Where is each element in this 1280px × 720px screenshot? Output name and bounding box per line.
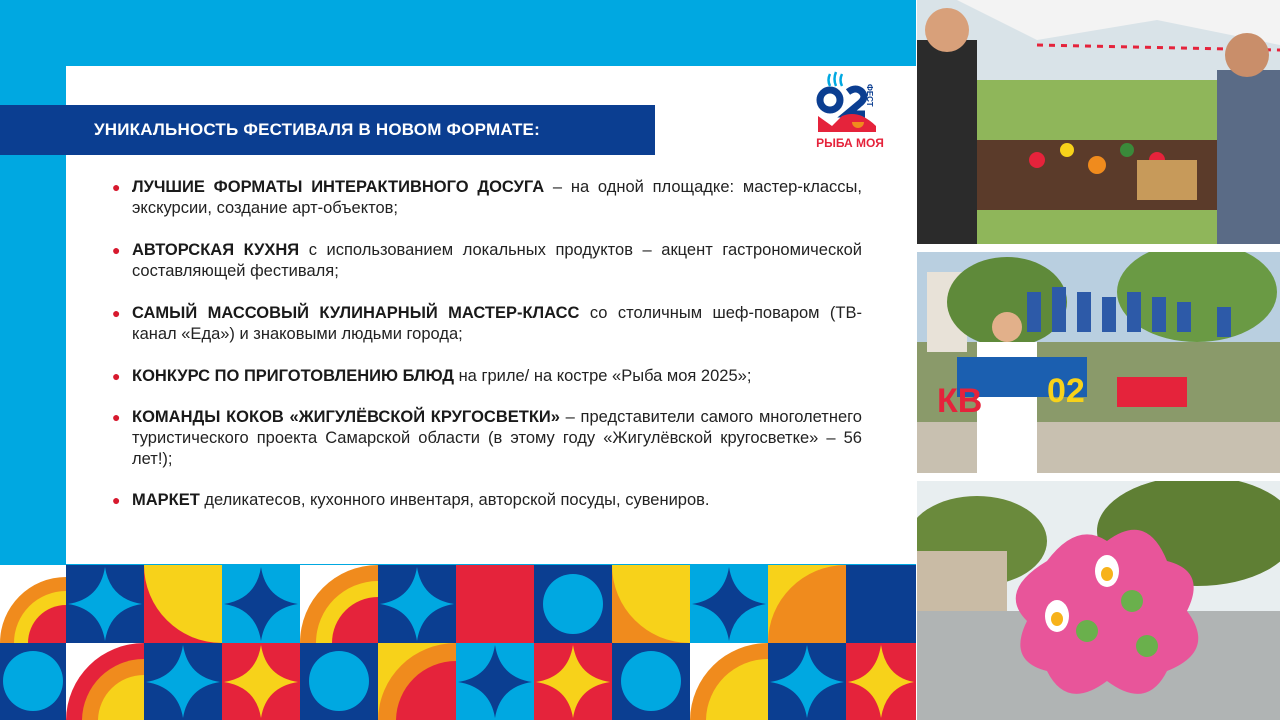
bullet-icon: ● [112,368,121,384]
sign-letters: КВ [937,382,983,420]
logo-text: РЫБА МОЯ [816,136,884,150]
list-item [112,240,862,282]
list-item [112,177,862,219]
bullet-icon: ● [112,409,121,425]
page-title [0,105,655,155]
bullet-icon: ● [112,242,121,258]
item-text: – представители самого многолетнего туристического проекта Самарской области (в этому году «Жигулёвской кругосветке» – 56 лет!); [132,408,862,468]
item-text: со столичным шеф-поваром (ТВ-канал «Еда») и знаковыми людьми города; [132,304,862,343]
list-item [112,490,862,511]
photo-cooking-icon [917,0,1280,244]
item-text: с использованием локальных продуктов – акцент гастрономической составляющей фестиваля; [132,241,862,280]
item-title: САМЫЙ МАССОВЫЙ КУЛИНАРНЫЙ МАСТЕР-КЛАСС [132,304,580,322]
item-title: КОМАНДЫ КОКОВ «ЖИГУЛЁВСКОЙ КРУГОСВЕТКИ» [132,408,560,426]
item-title: ЛУЧШИЕ ФОРМАТЫ ИНТЕРАКТИВНОГО ДОСУГА [132,178,545,196]
item-text: – на одной площадке: мастер-классы, экскурсии, создание арт-объектов; [132,178,863,217]
photo-cooking-masterclass [917,0,1280,244]
bullet-icon: ● [112,179,121,195]
photo-group [917,252,1280,473]
photo-group-icon [917,252,1280,473]
item-text: деликатесов, кухонного инвентаря, авторской посуды, сувениров. [199,491,710,509]
logo-fest-label: ФЕСТ [865,84,874,107]
item-title: КОНКУРС ПО ПРИГОТОВЛЕНИЮ БЛЮД [132,367,454,385]
item-title: МАРКЕТ [132,491,200,509]
item-text: на гриле/ на костре «Рыба моя 2025»; [453,367,752,385]
page-title-text: УНИКАЛЬНОСТЬ ФЕСТИВАЛЯ В НОВОМ ФОРМАТЕ: [94,120,540,139]
sign-number: 02 [1047,372,1085,410]
list-item [112,366,862,387]
feature-list [112,177,862,511]
festival-logo [812,70,892,152]
fish-logo-icon [812,70,892,136]
item-title: АВТОРСКАЯ КУХНЯ [132,241,300,259]
list-item [112,303,862,345]
bullet-icon: ● [112,492,121,508]
geometric-pattern [0,565,916,720]
photo-art-object [917,481,1280,720]
photo-art-icon [917,481,1280,720]
list-item [112,407,862,470]
bullet-icon: ● [112,305,121,321]
